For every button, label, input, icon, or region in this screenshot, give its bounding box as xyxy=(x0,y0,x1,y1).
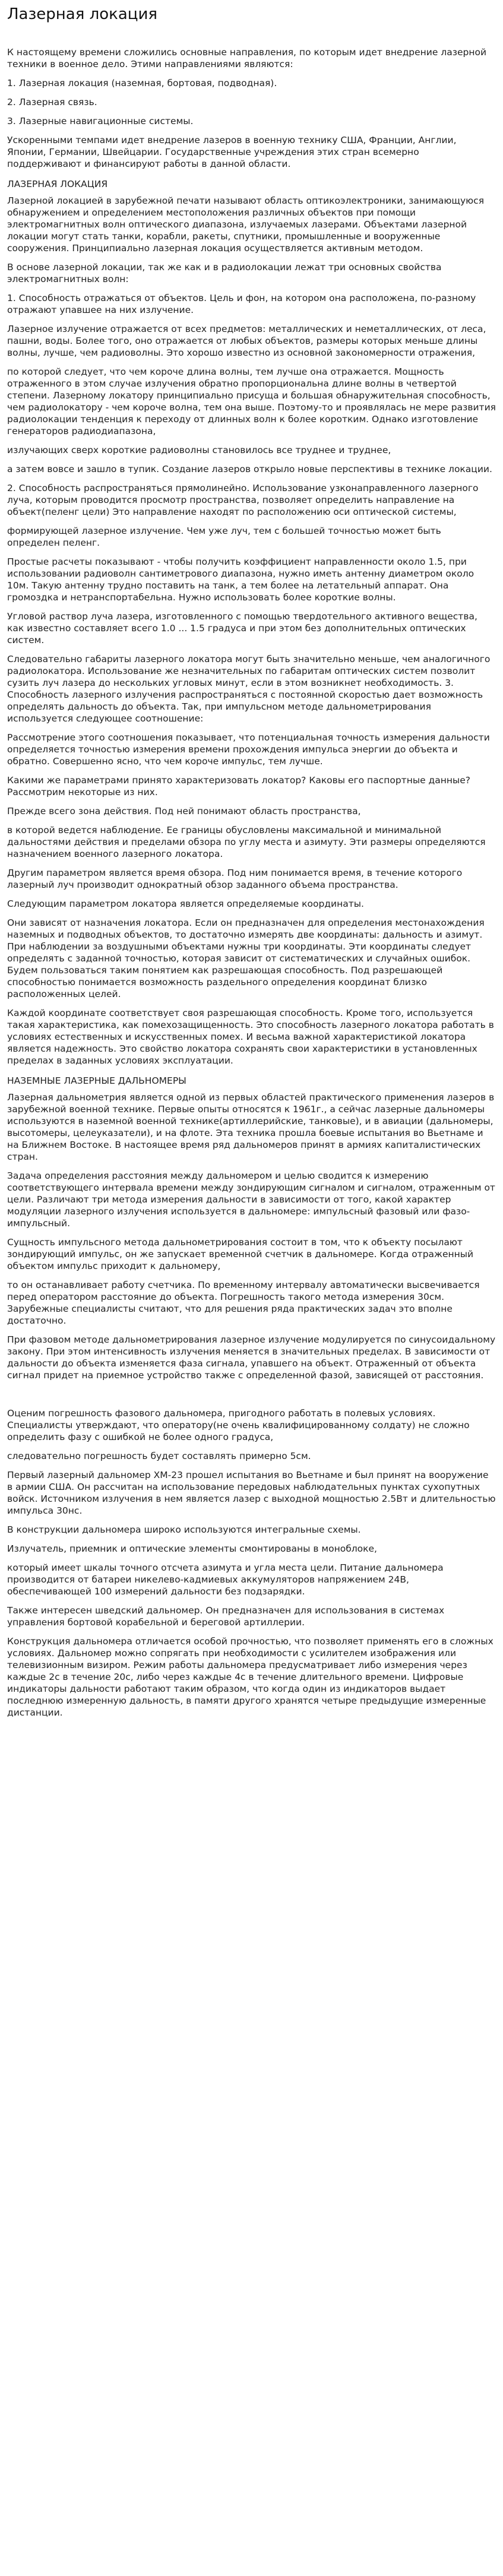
paragraph: Прежде всего зона действия. Под ней понимают область пространства, xyxy=(7,806,361,817)
paragraph: При фазовом методе дальнометрирования лазерное излучение модулируется по синусоидальному закону. При этом интенсивность излучения меняется в значительных пределах. В зависимости от дальности до объекта изменяется фаза сигнала, упавшего на объект. Отраженный от объекта сигнал придет на приемное устройство также с определенной фазой, зависящей от расстояния. xyxy=(7,1334,496,1381)
paragraph: 1. Способность отражаться от объектов. Цель и фон, на котором она расположена, по-разному отражают упавшее на них излучение. xyxy=(7,293,476,315)
paragraph: К настоящему времени сложились основные направления, по которым идет внедрение лазерной техники в военное дело. Этими направлениями являются: xyxy=(7,47,487,69)
paragraph: Они зависят от назначения локатора. Если он предназначен для определения местонахождения наземных и подводных объектов, то достаточно измерять две координаты: дальность и азимут. При наблюдении за воздушными объектами нужны три координаты. Эти координаты следует определять с заданной точностью, которая зависит от систематических и случайных ошибок. Будем пользоваться таким понятием как разрешающая способность. Под разрешающей способностью понимается возможность раздельного определения координат близко расположенных целей. xyxy=(7,917,485,999)
page-title: Лазерная локация xyxy=(7,5,158,23)
paragraph: В конструкции дальномера широко используются интегральные схемы. xyxy=(7,1524,361,1535)
paragraph: 2. Способность распространяться прямолинейно. Использование узконаправленного лазерного луча, которым проводится просмотр пространства, позволяет определить направление на объект(пеленг цели) Это направление находят по расположению оси оптической системы, xyxy=(7,483,479,517)
list-item: 3. Лазерные навигационные системы. xyxy=(7,116,194,126)
section-heading: НАЗЕМНЫЕ ЛАЗЕРНЫЕ ДАЛЬНОМЕРЫ xyxy=(7,1075,186,1086)
paragraph: который имеет шкалы точного отсчета азимута и угла места цели. Питание дальномера производится от батареи никелево-кадмиевых аккумуляторов напряжением 24В, обеспечивающей 100 измерений дальности без подзарядки. xyxy=(7,1562,444,1597)
paragraph: Излучатель, приемник и оптические элементы смонтированы в моноблоке, xyxy=(7,1543,377,1554)
paragraph: Простые расчеты показывают - чтобы получить коэффициент направленности около 1.5, при использовании радиоволн сантиметрового диапазона, нужно иметь антенну диаметром около 10м. Такую антенну трудно поставить на танк, а тем более на летательный аппарат. Она громоздка и нетранспортабельна. Нужно использовать более короткие волны. xyxy=(7,556,474,603)
paragraph: в которой ведется наблюдение. Ее границы обусловлены максимальной и минимальной дальностями действия и пределами обзора по углу места и азимуту. Эти размеры определяются назначением военного лазерного локатора. xyxy=(7,825,486,859)
paragraph: Сущность импульсного метода дальнометрирования состоит в том, что к объекту посылают зондирующий импульс, он же запускает временной счетчик в дальномере. Когда отраженный объектом импульс приходит к дальномеру, xyxy=(7,1237,474,1271)
paragraph: Лазерное излучение отражается от всех предметов: металлических и неметаллических, от леса, пашни, воды. Более того, оно отражается от любых объектов, размеры которых меньше длины волны, лучше, чем радиоволны. Это хорошо известно из основной закономерности отражения, xyxy=(7,324,486,358)
intro-section xyxy=(7,46,496,170)
paragraph: Задача определения расстояния между дальномером и целью сводится к измерению соответствующего интервала времени между зондирующим сигналом и сигналом, отраженным от цели. Различают три метода измерения дальности в зависимости от того, какой характер модуляции лазерного излучения используется в дальномере: импульсный фазовый или фазо-импульсный. xyxy=(7,1170,495,1229)
paragraph: Следовательно габариты лазерного локатора могут быть значительно меньше, чем аналогичного радиолокатора. Использование же незначительных по габаритам оптических систем позволит сузить луч лазера до нескольких угловых минут, если в этом возникнет необходимость. 3. Способность лазерного излучения распространяться с постоянной скоростью дает возможность определять дальность до объекта. Так, при импульсном методе дальнометрирования используется следующее соотношение: xyxy=(7,654,491,724)
list-item: 1. Лазерная локация (наземная, бортовая, подводная). xyxy=(7,78,277,88)
paragraph: Следующим параметром локатора является определяемые координаты. xyxy=(7,898,364,909)
paragraph: Ускоренными темпами идет внедрение лазеров в военную технику США, Франции, Англии, Японии, Германии, Швейцарии. Государственные учреждения этих стран всемерно поддерживают и финансируют работы в данной области. xyxy=(7,135,457,169)
blank-gap xyxy=(7,1388,496,1407)
paragraph: излучающих сверх короткие радиоволны становилось все труднее и труднее, xyxy=(7,445,391,455)
paragraph: Оценим погрешность фазового дальномера, пригодного работать в полевых условиях. Специалисты утверждают, что оператору(не очень квалифицированному солдату) не сложно определить фазу с ошибкой не более одного градуса, xyxy=(7,1408,470,1442)
paragraph: Каждой координате соответствует своя разрешающая способность. Кроме того, используется такая характеристика, как помехозащищенность. Это способность лазерного локатора работать в условиях естественных и искусственных помех. И весьма важной характеристикой локатора является надежность. Это свойство локатора сохранять свои характеристики в установленных пределах в заданных условиях эксплуатации. xyxy=(7,1008,494,1066)
paragraph: по которой следует, что чем короче длина волны, тем лучше она отражается. Мощность отраженного в этом случае излучения обратно пропорциональна длине волны в четвертой степени. Лазерному локатору принципиально присуща и большая обнаружительная способность, чем радиолокатору - чем короче волна, тем она выше. Поэтому-то и проявлялась не мере развития радиолокации тенденция к переходу от длинных волн к более коротким. Однако изготовление генераторов радиодиапазона, xyxy=(7,366,496,436)
list-item: 2. Лазерная связь. xyxy=(7,97,97,107)
paragraph: Другим параметром является время обзора. Под ним понимается время, в течение которого лазерный луч производит однократный обзор заданного объема пространства. xyxy=(7,868,463,890)
paragraph: Конструкция дальномера отличается особой прочностью, что позволяет применять его в сложных условиях. Дальномер можно сопрягать при необходимости с усилителем изображения или телевизионным визиром. Режим работы дальномера предусматривает либо измерения через каждые 2с в течение 20с, либо через каждые 4с в течение длительного времени. Цифровые индикаторы дальности работают таким образом, что когда один из индикаторов выдает последнюю измеренную дальность, в памяти другого хранятся четыре предыдущие измеренные дистанции. xyxy=(7,1636,493,1718)
paragraph: формирующей лазерное излучение. Чем уже луч, тем с большей точностью может быть определен пеленг. xyxy=(7,526,441,548)
paragraph: Также интересен шведский дальномер. Он предназначен для использования в системах управления бортовой корабельной и береговой артиллерии. xyxy=(7,1605,445,1628)
paragraph: Рассмотрение этого соотношения показывает, что потенциальная точность измерения дальности определяется точностью измерения времени прохождения импульса энергии до объекта и обратно. Совершенно ясно, что чем короче импульс, тем лучше. xyxy=(7,732,490,767)
laser-location-section xyxy=(7,178,496,1067)
paragraph: Первый лазерный дальномер ХМ-23 прошел испытания во Вьетнаме и был принят на вооружение в армии США. Он рассчитан на использование передовых наблюдательных пунктах сухопутных войск. Источником излучения в нем является лазер с выходной мощностью 2.5Вт и длительностью импульса 30нс. xyxy=(7,1470,496,1516)
paragraph: а затем вовсе и зашло в тупик. Создание лазеров открыло новые перспективы в технике локации. xyxy=(7,464,492,474)
paragraph: Какими же параметрами принято характеризовать локатор? Каковы его паспортные данные? Рассмотрим некоторые из них. xyxy=(7,775,471,798)
paragraph: Лазерная дальнометрия является одной из первых областей практического применения лазеров в зарубежной военной технике. Первые опыты относятся к 1961г., а сейчас лазерные дальномеры используются в наземной военной технике(артиллерийские, танковые), и в авиации (дальномеры, высотомеры, целеуказатели), и на флоте. Эта техника прошла боевые испытания во Вьетнаме и на Ближнем Востоке. В настоящее время ряд дальномеров принят в армиях капиталистических стран. xyxy=(7,1092,495,1162)
paragraph: Лазерной локацией в зарубежной печати называют область оптикоэлектроники, занимающуюся обнаружением и определением местоположения различных объектов при помощи электромагнитных волн оптического диапазона, излучаемых лазерами. Объектами лазерной локации могут стать танки, корабли, ракеты, спутники, промышленные и вооруженные сооружения. Принципиально лазерная локация осуществляется активным методом. xyxy=(7,195,485,254)
rangefinders-section xyxy=(7,1075,496,1719)
paragraph: следовательно погрешность будет составлять примерно 5см. xyxy=(7,1451,311,1461)
paragraph: то он останавливает работу счетчика. По временному интервалу автоматически высвечивается перед оператором расстояние до объекта. Погрешность такого метода измерения 30см. Зарубежные специалисты считают, что для решения ряда практических задач это вполне достаточно. xyxy=(7,1280,480,1326)
paragraph: Угловой раствор луча лазера, изготовленного с помощью твердотельного активного вещества, как известно составляет всего 1.0 ... 1.5 градуса и при этом без дополнительных оптических систем. xyxy=(7,611,477,645)
paragraph: В основе лазерной локации, так же как и в радиолокации лежат три основных свойства электромагнитных волн: xyxy=(7,262,442,284)
section-heading: ЛАЗЕРНАЯ ЛОКАЦИЯ xyxy=(7,179,108,189)
